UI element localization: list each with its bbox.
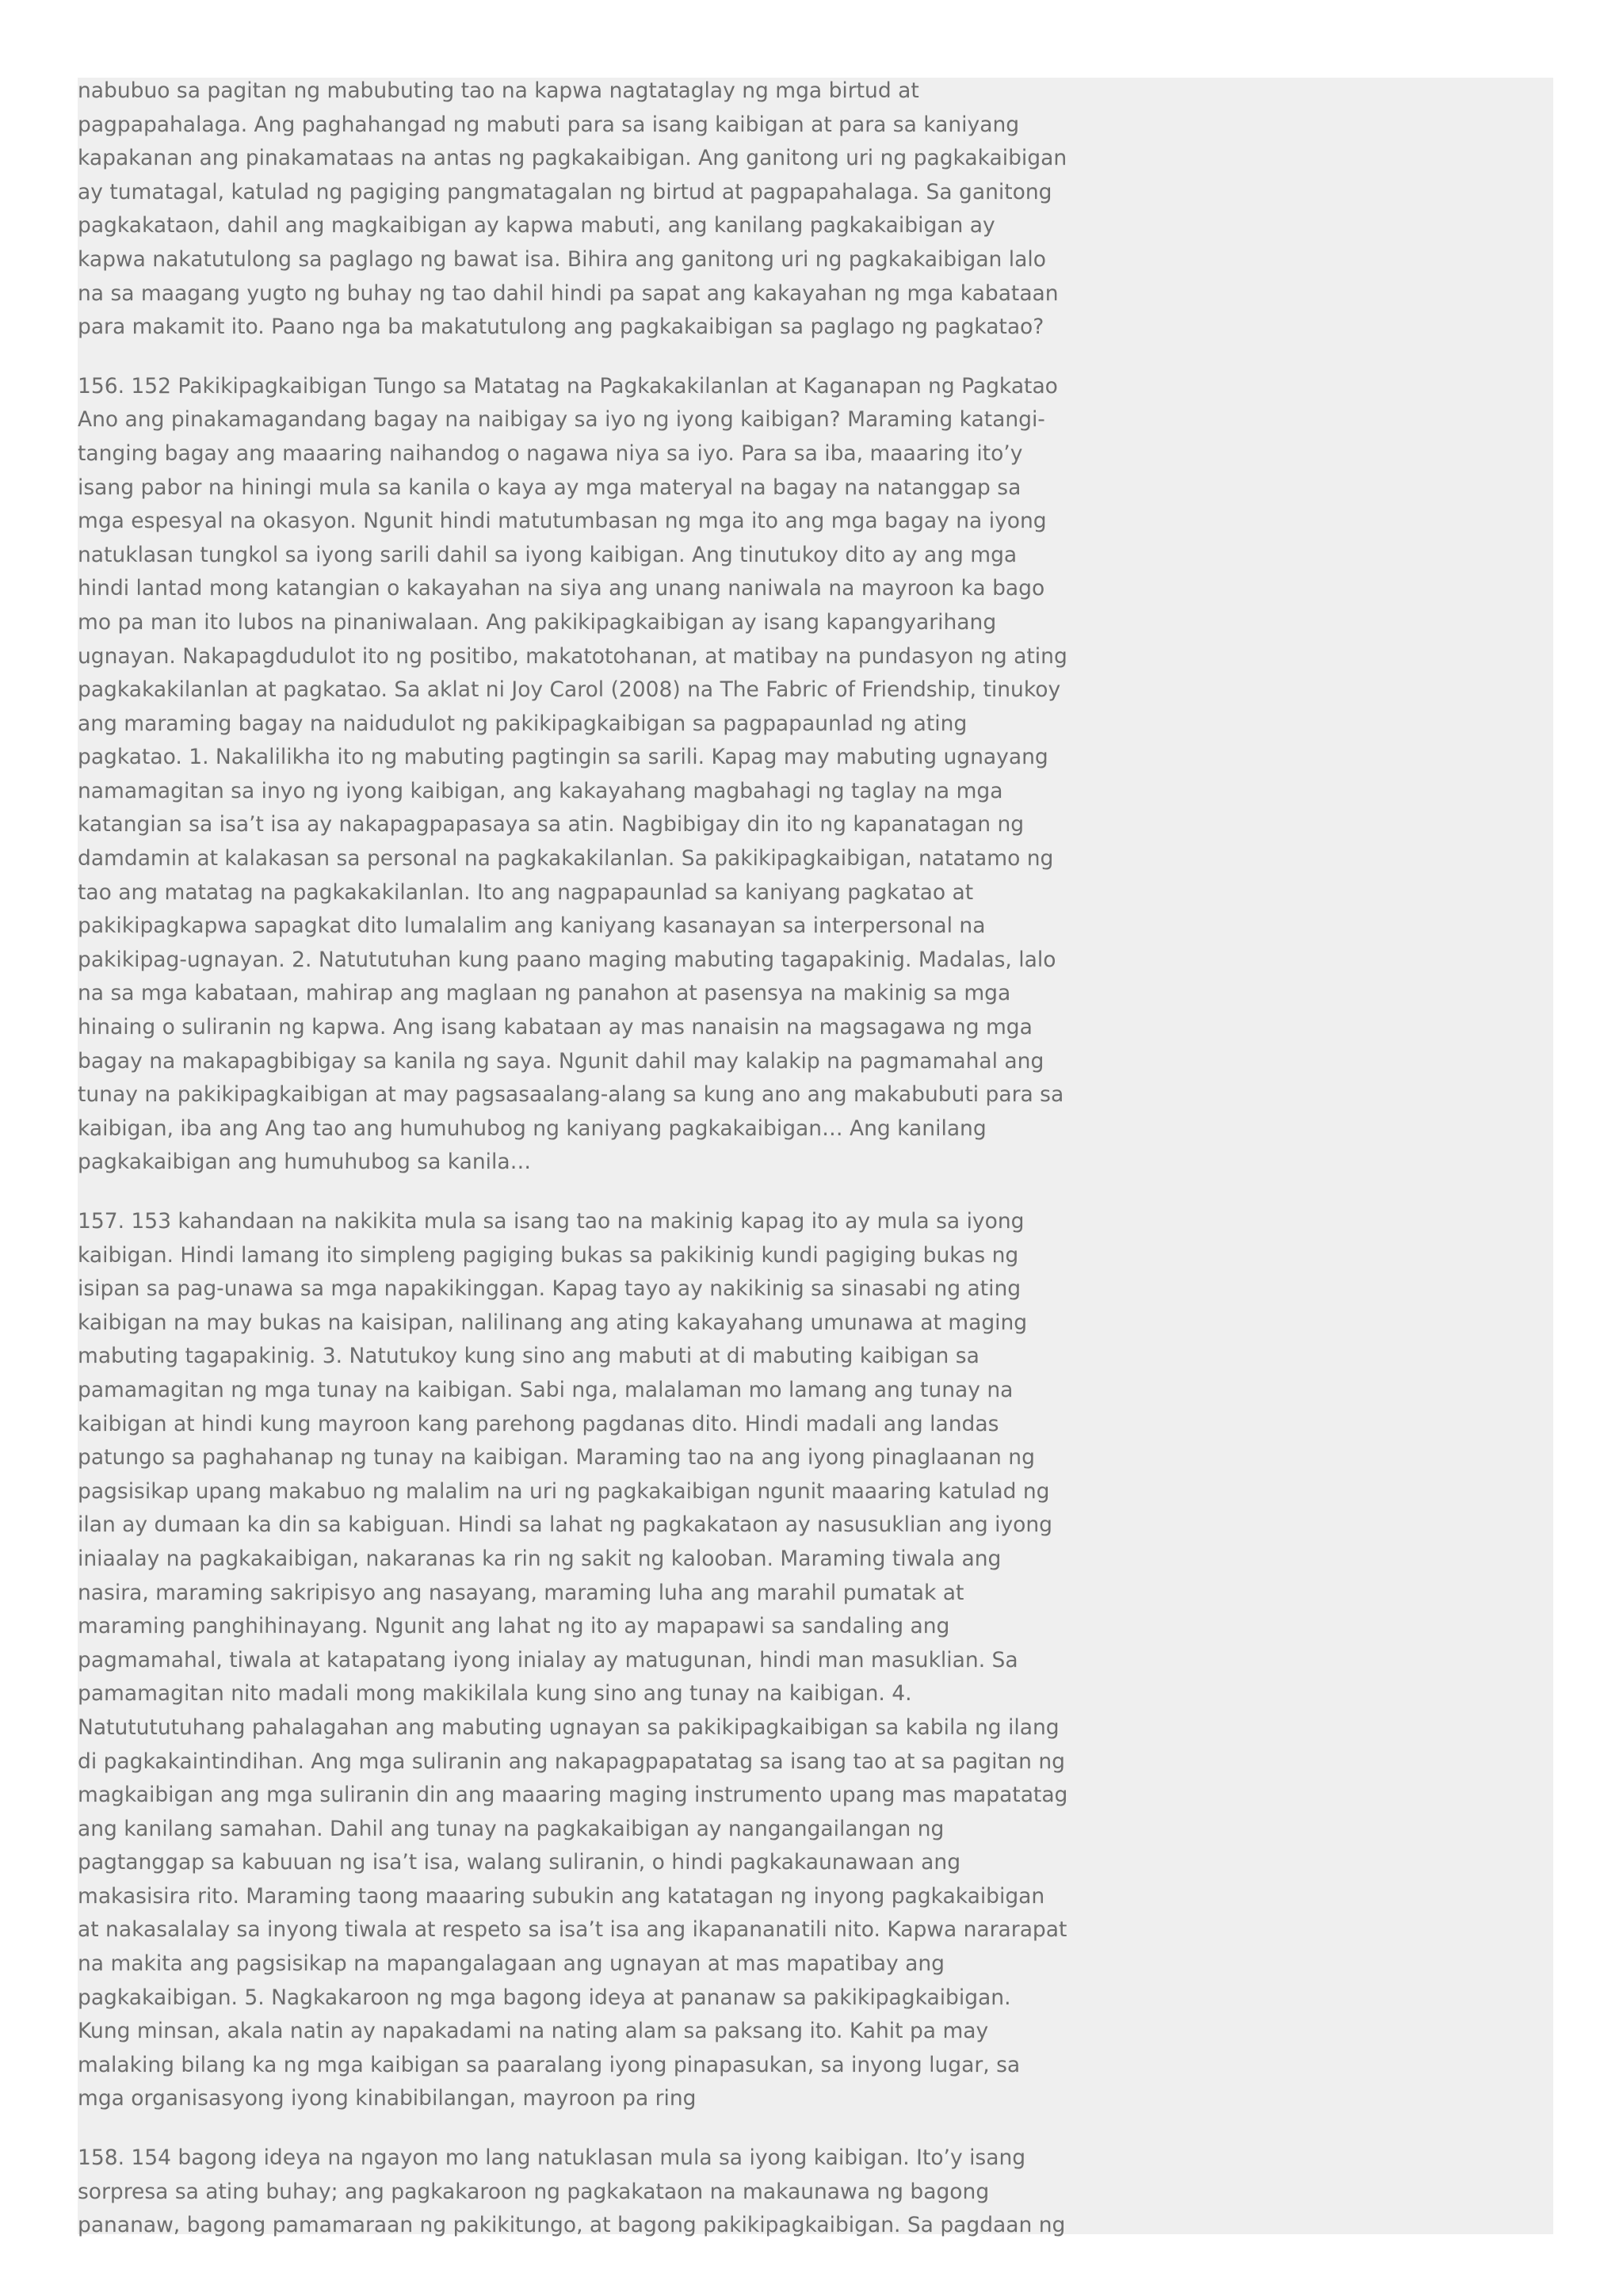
- paragraph-4: 158. 154 bagong ideya na ngayon mo lang natuklasan mula sa iyong kaibigan. Ito’y isang sorpresa sa ating buhay; ang pagkakaroon ng pagkakataon na makaunawa ng bagong pananaw, bagong pamamaraan ng pakikitungo, at bagong pakikipagkaibigan. Sa pagdaan ng: [78, 2145, 1066, 2238]
- document-text: [78, 74, 1068, 2268]
- paragraph-2: 156. 152 Pakikipagkaibigan Tungo sa Matatag na Pagkakakilanlan at Kaganapan ng Pagkatao Ano ang pinakamagandang bagay na naibigay sa iyo ng iyong kaibigan? Maraming katangi-tanging bagay ang maaaring naihandog o nagawa niya sa iyo. Para sa iba, maaaring ito’y isang pabor na hiningi mula sa kanila o kaya ay mga materyal na bagay na natanggap sa mga espesyal na okasyon. Ngunit hindi matutumbasan ng mga ito ang mga bagay na iyong natuklasan tungkol sa iyong sarili dahil sa iyong kaibigan. Ang tinutukoy dito ay ang mga hindi lantad mong katangian o kakayahan na siya ang unang naniwala na mayroon ka bago mo pa man ito lubos na pinaniwalaan. Ang pakikipagkaibigan ay isang kapangyarihang ugnayan. Nakapagdudulot ito ng positibo, makatotohanan, at matibay na pundasyon ng ating pagkakakilanlan at pagkatao. Sa aklat ni Joy Carol (2008) na The Fabric of Friendship, tinukoy ang maraming bagay na naidudulot ng pakikipagkaibigan sa pagpapaunlad ng ating pagkatao. 1. Nakalilikha ito ng mabuting pagtingin sa sarili. Kapag may mabuting ugnayang namamagitan sa inyo ng iyong kaibigan, ang kakayahang magbahagi ng taglay na mga katangian sa isa’t isa ay nakapagpapasaya sa atin. Nagbibigay din ito ng kapanatagan ng damdamin at kalakasan sa personal na pagkakakilanlan. Sa pakikipagkaibigan, natatamo ng tao ang matatag na pagkakakilanlan. Ito ang nagpapaunlad sa kaniyang pagkatao at pakikipagkapwa sapagkat dito lumalalim ang kaniyang kasanayan sa interpersonal na pakikipag-ugnayan. 2. Natututuhan kung paano maging mabuting tagapakinig. Madalas, lalo na sa mga kabataan, mahirap ang maglaan ng panahon at pasensya na makinig sa mga hinaing o suliranin ng kapwa. Ang isang kabataan ay mas nanaisin na magsagawa ng mga bagay na makapagbibigay sa kanila ng saya. Ngunit dahil may kalakip na pagmamahal ang tunay na pakikipagkaibigan at may pagsasaalang-alang sa kung ano ang makabubuti para sa kaibigan, iba ang Ang tao ang humuhubog ng kaniyang pagkakaibigan… Ang kanilang pagkakaibigan ang humuhubog sa kanila…: [78, 373, 1067, 1175]
- paragraph-1: nabubuo sa pagitan ng mabubuting tao na kapwa nagtataglay ng mga birtud at pagpapahalaga. Ang paghahangad ng mabuti para sa isang kaibigan at para sa kaniyang kapakanan ang pinakamataas na antas ng pagkakaibigan. Ang ganitong uri ng pagkakaibigan ay tumatagal, katulad ng pagiging pangmatagalan ng birtud at pagpapahalaga. Sa ganitong pagkakataon, dahil ang magkaibigan ay kapwa mabuti, ang kanilang pagkakaibigan ay kapwa nakatutulong sa paglago ng bawat isa. Bihira ang ganitong uri ng pagkakaibigan lalo na sa maagang yugto ng buhay ng tao dahil hindi pa sapat ang kakayahan ng mga kabataan para makamit ito. Paano nga ba makatutulong ang pagkakaibigan sa paglago ng pagkatao?: [78, 78, 1067, 340]
- paragraph-3: 157. 153 kahandaan na nakikita mula sa isang tao na makinig kapag ito ay mula sa iyong kaibigan. Hindi lamang ito simpleng pagiging bukas sa pakikinig kundi pagiging bukas ng isipan sa pag-unawa sa mga napakikinggan. Kapag tayo ay nakikinig sa sinasabi ng ating kaibigan na may bukas na kaisipan, nalilinang ang ating kakayahang umunawa at maging mabuting tagapakinig. 3. Natutukoy kung sino ang mabuti at di mabuting kaibigan sa pamamagitan ng mga tunay na kaibigan. Sabi nga, malalaman mo lamang ang tunay na kaibigan at hindi kung mayroon kang parehong pagdanas dito. Hindi madali ang landas patungo sa paghahanap ng tunay na kaibigan. Maraming tao na ang iyong pinaglaanan ng pagsisikap upang makabuo ng malalim na uri ng pagkakaibigan ngunit maaaring katulad ng ilan ay dumaan ka din sa kabiguan. Hindi sa lahat ng pagkakataon ay nasusuklian ang iyong iniaalay na pagkakaibigan, nakaranas ka rin ng sakit ng kalooban. Maraming tiwala ang nasira, maraming sakripisyo ang nasayang, maraming luha ang marahil pumatak at maraming panghihinayang. Ngunit ang lahat ng ito ay mapapawi sa sandaling ang pagmamahal, tiwala at katapatang iyong inialay ay matugunan, hindi man masuklian. Sa pamamagitan nito madali mong makikilala kung sino ang tunay na kaibigan. 4. Natutututuhang pahalagahan ang mabuting ugnayan sa pakikipagkaibigan sa kabila ng ilang di pagkakaintindihan. Ang mga suliranin ang nakapagpapatatag sa isang tao at sa pagitan ng magkaibigan ang mga suliranin din ang maaaring maging instrumento upang mas mapatatag ang kanilang samahan. Dahil ang tunay na pagkakaibigan ay nangangailangan ng pagtanggap sa kabuuan ng isa’t isa, walang suliranin, o hindi pagkakaunawaan ang makasisira rito. Maraming taong maaaring subukin ang katatagan ng inyong pagkakaibigan at nakasalalay sa inyong tiwala at respeto sa isa’t isa ang ikapananatili nito. Kapwa nararapat na makita ang pagsisikap na mapangalagaan ang ugnayan at mas mapatibay ang pagkakaibigan. 5. Nagkakaroon ng mga bagong ideya at pananaw sa pakikipagkaibigan. Kung minsan, akala natin ay napakadami na nating alam sa paksang ito. Kahit pa may malaking bilang ka ng mga kaibigan sa paaralang iyong pinapasukan, sa inyong lugar, sa mga organisasyong iyong kinabibilangan, mayroon pa ring: [78, 1209, 1068, 2111]
